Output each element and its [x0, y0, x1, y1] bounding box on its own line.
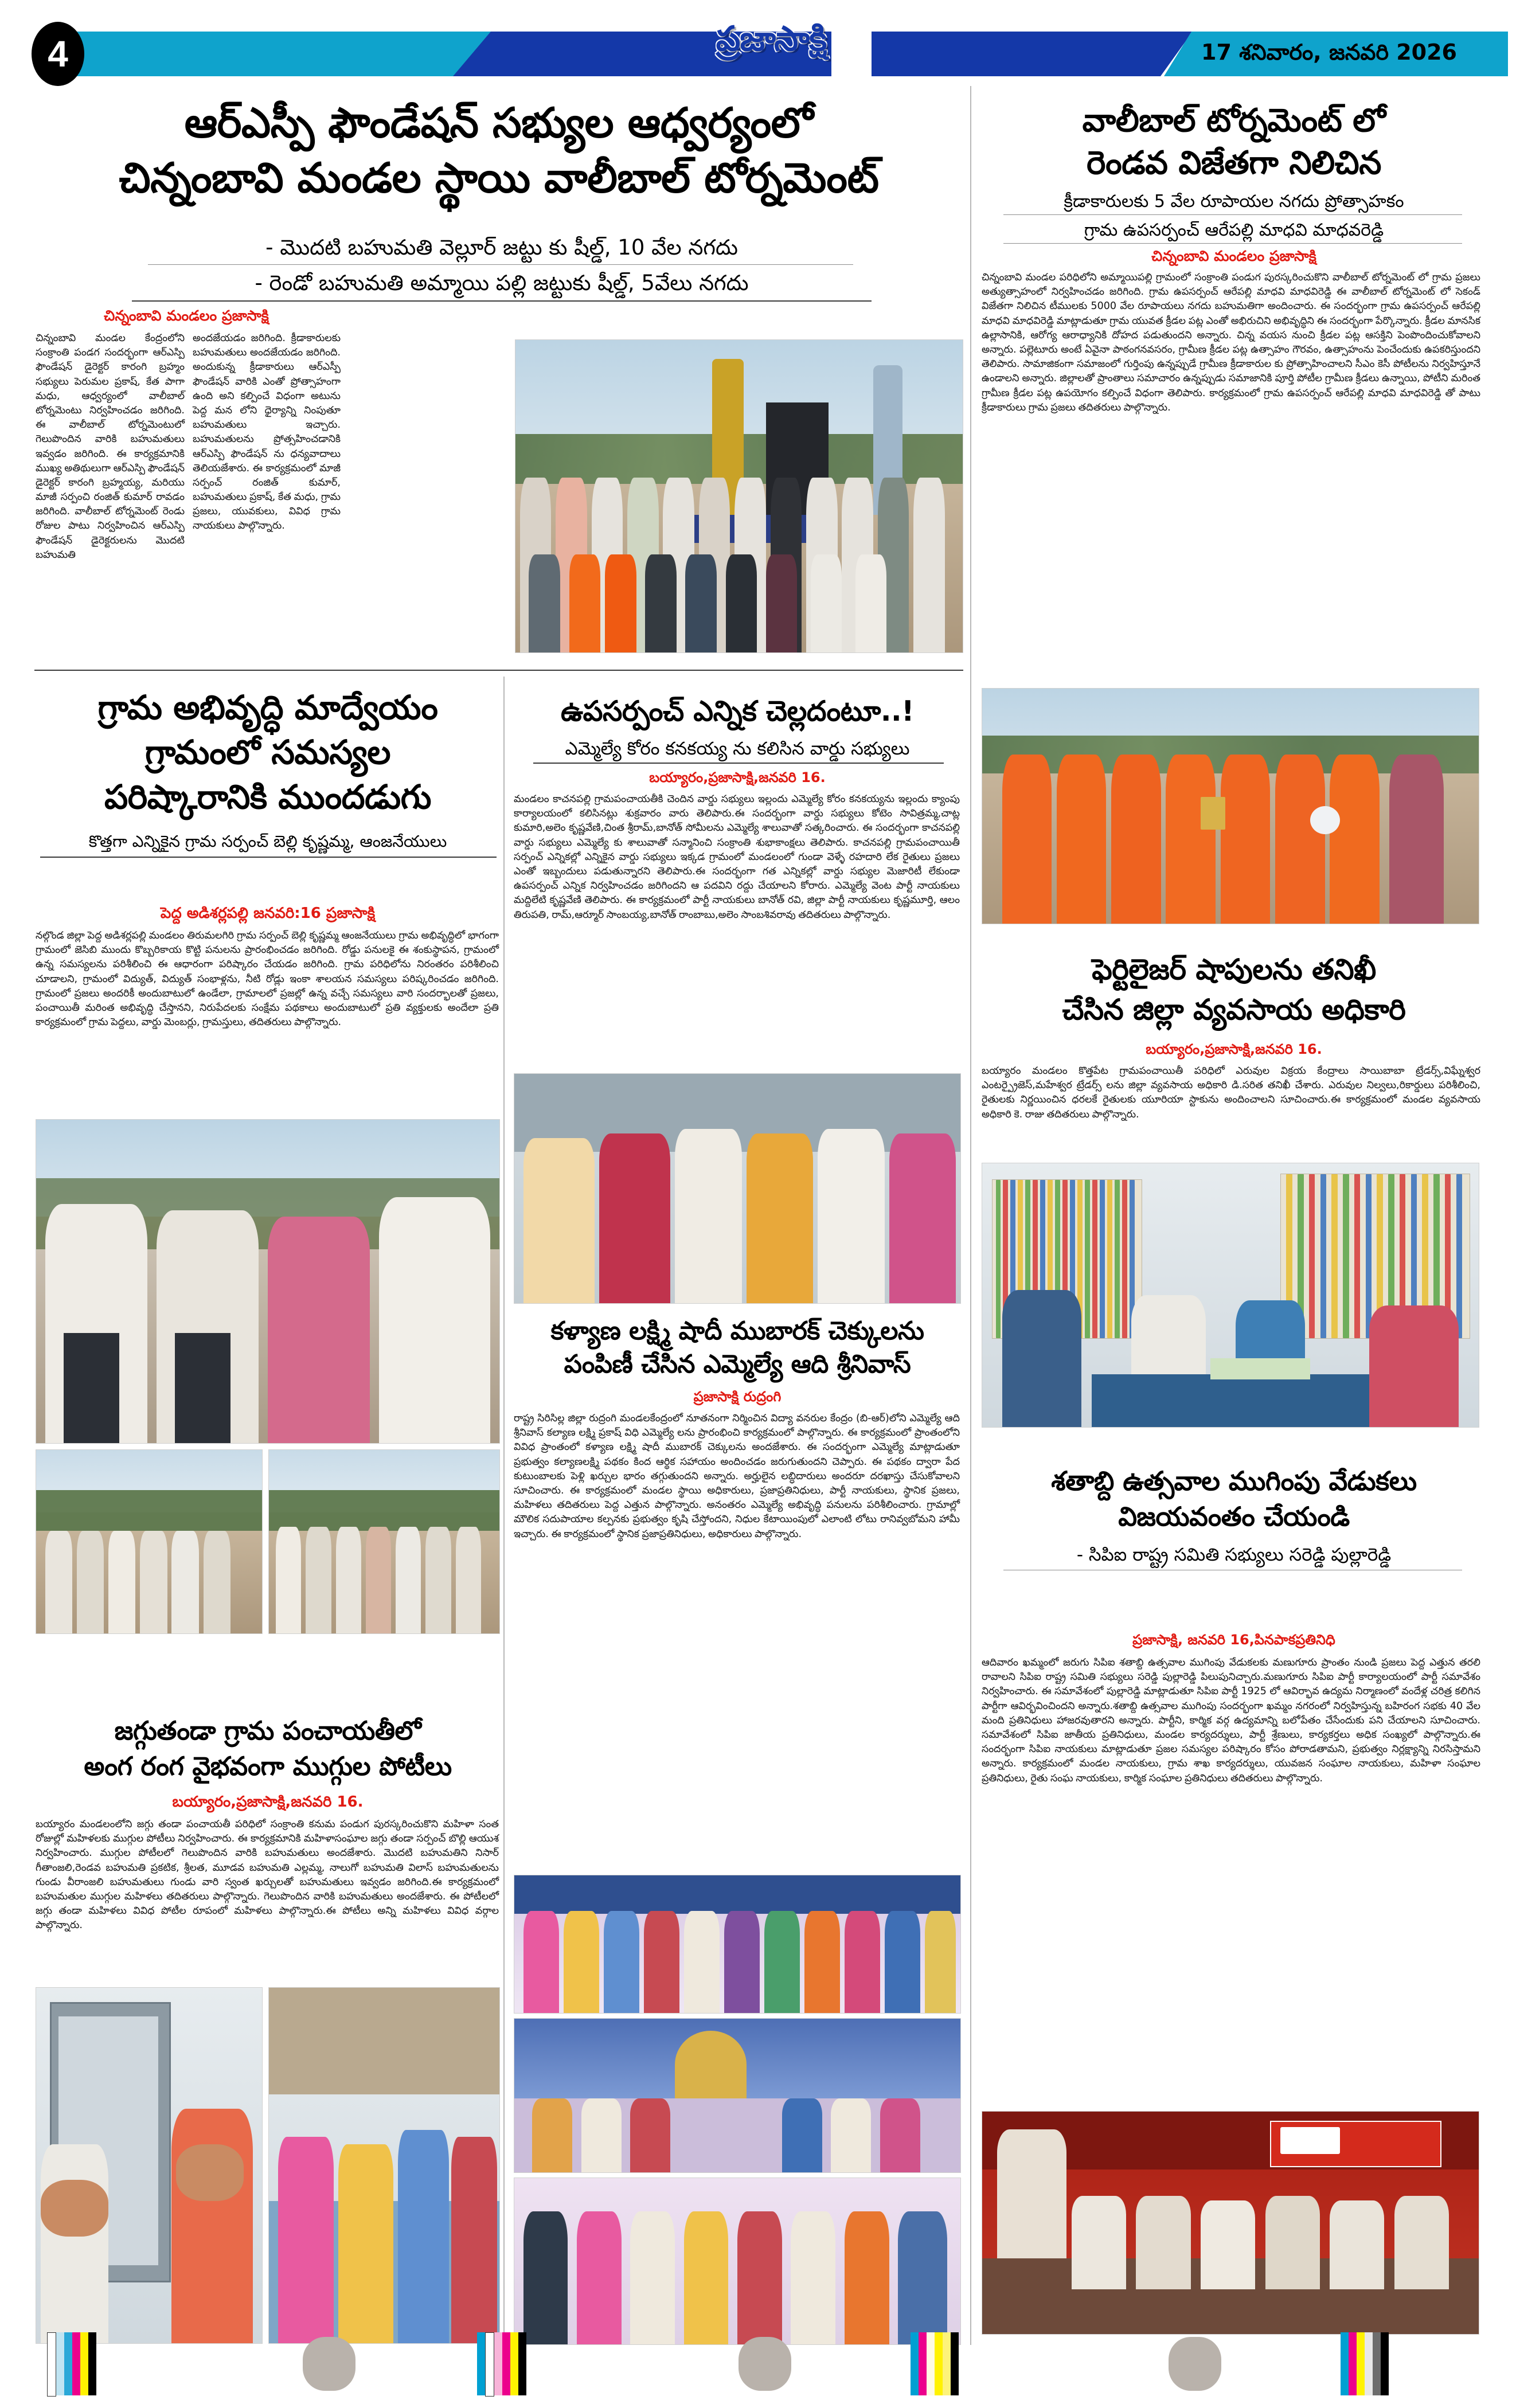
lead-photo-crowd — [515, 478, 963, 652]
village-body: నల్గొండ జిల్లా పెద్ద అడిశర్లపల్లి మండలం తిరుమలగిరి గ్రామ సర్పంచ్ బెల్లి కృష్ణమ్మ ఆంజనేయులు గ్రామ అభివృద్ధిలో భాగంగా గ్రామంలో జెసిబి ముందు కొబ్బరికాయ కొట్టి పనులను ప్రారంభించడం జరిగింది. రోడ్డు పనులకై ఈ శంకుస్థాపన, గ్రామంలో ఉన్న సమస్యలను పరిశీలించి ఈ ఆధారంగా పరిష్కారం చేయడం జరిగింది. గ్రామ పరిధిలోను నిరంతరం పరిశీలించి చూడాలని, గ్రామంలో విద్యుత్, విద్యుత్ సంభాళ్లను, నీటి రోడ్లు ఇంకా శాలయన సమస్యలు పరిష్కరించడం జరిగింది. గ్రామంలో ప్రజలు అందరికీ అందుబాటులో ఉండేలా, గ్రామాలలో ప్రజల్లో ఉన్న వచ్చే సమస్యలు వారి సందర్భాలతో ప్రజలు, పంచాయితీ మరింత అభివృద్ధి చేస్తానని, నిరుపేదలకు సంక్షేమ పథకాలు అందుబాటులో ప్రతి వ్యక్తులకు అందేలా ప్రతి కార్యక్రమంలో గ్రామ పెద్దలు, వార్డు మెంబర్లు, గ్రామస్తులు, తదితరులు పాల్గొన్నారు. — [36, 930, 499, 1029]
mid1-headline: ఉపసర్పంచ్ ఎన్నిక చెల్లదంటూ..! — [561, 695, 914, 728]
lead-photo-volleyball-winners — [515, 339, 963, 653]
right-headline-1: వాలీబాల్ టోర్నమెంట్ లో — [1082, 102, 1386, 139]
mid2-headline-1: కళ్యాణ లక్ష్మి షాదీ ముబారక్ చెక్కులను — [550, 1316, 924, 1346]
bottomleft-byline: బయ్యారం,ప్రజాసాక్షి,జనవరి 16. — [172, 1793, 364, 1811]
village-photo-jcb-2 — [268, 1449, 500, 1634]
page-number: 4 — [32, 22, 84, 86]
right-sub-divider-1 — [1003, 214, 1462, 215]
mid-photo-group-2 — [514, 2018, 961, 2173]
mid-photo-mla-meeting — [514, 1073, 961, 1304]
newspaper-logo: ప్రజాసాక్షి — [716, 19, 827, 59]
registration-dot-2 — [739, 2337, 791, 2391]
bottomleft-photo-1 — [36, 1987, 263, 2344]
right2-byline: బయ్యారం,ప్రజాసాక్షి,జనవరి 16. — [1146, 1041, 1322, 1057]
village-headline-1: గ్రామ అభివృద్ధి మాద్వేయం — [97, 688, 438, 727]
right-photo-cpi-meeting — [982, 2111, 1479, 2335]
village-photo-sarpanch — [36, 1119, 500, 1444]
mid1-byline: బయ్యారం,ప్రజాసాక్షి,జనవరి 16. — [649, 769, 826, 785]
mid-photo-group-1 — [514, 1875, 961, 2014]
registration-swatch-group-2 — [477, 2332, 526, 2395]
right-body: చిన్నంబావి మండల పరిధిలోని అమ్మాయిపల్లి గ్రామంలో సంక్రాంతి పండుగ పురస్కరించుకొని వాలీబాల్ టోర్నమెంట్ లో గ్రామ ప్రజలు అత్యుత్సాహంలో నిర్వహించడం జరిగింది. గ్రామ ఉపసర్పంచ్ ఆరేపల్లి మాధవి మాధవిరెడ్డి ఈ వాలీబాల్ టోర్నమెంట్ లో సెకండ్ విజేతగా నిలిచిన టీములకు 5000 వేల రూపాయలు నగదు బహుమతిగా అందించారు. ఈ సందర్భంగా గ్రామ ఉపసర్పంచ్ ఆరేపల్లి మాధవి మాధవిరెడ్డి మాట్లాడుతూ గ్రామ యువత క్రీడల పట్ల ఎంతో అభిరుచిని అభివృద్ధిని ఈ సందర్భంగా పేర్కొన్నారు. క్రీడల మానసిక ఉల్లాసానికి, ఆరోగ్య ఆరాధ్యానికి దోహద పడుతుందని అన్నారు. చిన్న వయస నుంచి క్రీడల పట్ల ఆసక్తిని పెంపొందించుకోవాలని అన్నారు. పల్లెటూరు అంటే ఏవైనా పాఠంగనవసరం, గ్రామీణ క్రీడల పట్ల ఉత్సాహం గౌరవం, ఉత్సాహంను పెంచేందుకు ఉపకరిస్తుందని తెలిపారు. సామాజికంగా సమాజంలో గుర్తింపు ఉన్నప్పుడే గ్రామీణ క్రీడాకారుల కు ప్రోత్సాహించాలని సీఎం కెసీ పోటీలను నిర్వహిస్తూనే ఉండాలని అన్నారు. జిల్లాలతో ప్రాంతాలు సమాచారం ఉన్నప్పుడు సమాజానికి పూర్తి పోటీల గ్రామీణ క్రీడలు ఉన్నాయి, పోటీని మరింత గ్రామీణ క్రీడల పట్ల ఉపయోగం కల్పించే విధంగా తెలిపారు. కార్యక్రమంలో గ్రామ ఉపసర్పంచ్ ఆరేపల్లి మాధవి మాధవిరెడ్డి తో పాటు క్రీడాకారులు గ్రామ ప్రజలు తదితరులు పాల్గొన్నారు. — [982, 272, 1480, 413]
right3-subhead: - సిపిఐ రాష్ట్ర సమితి సభ్యులు సరెడ్డి పుల్లారెడ్డి — [1076, 1545, 1392, 1565]
lead-byline: చిన్నంబావి మండలం ప్రజాసాక్షి — [104, 307, 269, 324]
column-divider-mid — [503, 677, 505, 2345]
right-photo-fertilizer-shop — [982, 1163, 1479, 1428]
village-subhead: కొత్తగా ఎన్నికైన గ్రామ సర్పంచ్ బెల్లి కృష్ణమ్మ, ఆంజనేయులు — [88, 832, 447, 851]
registration-dot-3 — [1169, 2337, 1221, 2391]
masthead-blue-right — [872, 32, 1193, 76]
mid2-body: రాష్ట్ర సిరిసిల్ల జిల్లా రుద్రంగి మండలకేంద్రంలో నూతనంగా నిర్మించిన విద్యా వనరుల కేంద్రం (బి-ఆర్)లోని ఎమ్మెల్యే ఆది శ్రీనివాస్ కల్యాణ లక్ష్మి ప్రకాష్ విధి ఎమ్మెల్యే లను ప్రారంభించి కార్యక్రమంలో పాల్గొన్నారు. ఈ కార్యక్రమంలో ప్రాంతంలోని వివిధ ప్రాంతంలో కళ్యాణ లక్ష్మి షాదీ ముబారక్ చెక్కులను అందజేశారు. ఈ సందర్భంగా ఎమ్మెల్యే మాట్లాడుతూ ప్రభుత్వం కల్యాణలక్ష్మి పథకం కింద ఆర్థిక సహాయం అందించడం జరుగుతుందని చెప్పారు. ఈ పథకం ద్వారా పేద కుటుంబాలకు పెళ్లి ఖర్చుల భారం తగ్గుతుందని అన్నారు. అర్హులైన లబ్ధిదారులు అందరూ దరఖాస్తు చేసుకోవాలని సూచించారు. ఈ కార్యక్రమంలో మండల స్థాయి అధికారులు, ప్రజాప్రతినిధులు, పార్టీ నాయకులు, స్థానిక ప్రజలు, మహిళలు తదితరులు పెద్ద ఎత్తున పాల్గొన్నారు. అనంతరం ఎమ్మెల్యే అభివృద్ధి పనులను పరిశీలించారు. గ్రామాల్లో మౌలిక సదుపాయాల కల్పనకు ప్రభుత్వం కృషి చేస్తోందని, నిధుల కేటాయింపులో ఎలాంటి లోటు రానివ్వబోమని హామీ ఇచ్చారు. ఈ కార్యక్రమంలో స్థానిక ప్రజాప్రతినిధులు, అధికారులు పాల్గొన్నారు. — [514, 1413, 960, 1540]
right-byline: చిన్నంబావి మండలం ప్రజాసాక్షి — [1151, 248, 1316, 264]
mid2-headline-2: పంపిణీ చేసిన ఎమ్మెల్యే ఆది శ్రీనివాస్ — [564, 1350, 911, 1379]
masthead-date: 17 శనివారం, జనవరి 2026 — [1201, 40, 1457, 65]
village-headline-3: పరిష్కారానికి ముందడుగు — [104, 777, 431, 816]
right3-byline: ప్రజాసాక్షి, జనవరి 16,పినపాకప్రతినిధి — [1132, 1632, 1335, 1648]
registration-strip — [0, 2332, 1516, 2395]
right3-headline-2: విజయవంతం చేయండి — [1118, 1501, 1350, 1532]
lead-body-col1: చిన్నంబావి మండల కేంద్రంలోని సంక్రాంతి పండగ సందర్భంగా ఆర్ఎస్పి ఫౌండేషన్ డైరెక్టర్ కారంగి బ్రహ్మం సభ్యులు పెరుమల ప్రకాష్, కేత పాగా మధు, ఆధ్వర్యంలో వాలీబాల్ టోర్నమెంటు నిర్వహించడం జరిగింది. ఈ వాలీబాల్ టోర్నమెంటులో గెలుపొందిన వారికి బహుమతులు ఇవ్వడం జరిగింది. ఈ కార్యక్రమానికి ముఖ్య అతిథులుగా ఆర్ఎస్పి ఫౌండేషన్ డైరెక్టర్ కారంగి బ్రహ్మయ్య, మరియు మాజీ సర్పంచి రంజిత్ కుమార్ రావడం జరిగింది. వాలీబాల్ టోర్నమెంట్ రెండు రోజుల పాటు నిర్వహించిన ఆర్ఎస్పి ఫౌండేషన్ డైరెక్టరులను మొదటి బహుమతి — [36, 333, 185, 561]
village-sub-divider — [40, 857, 497, 858]
section-rule-top — [34, 670, 963, 671]
mid1-subhead: ఎమ్మెల్యే కోరం కనకయ్య ను కలిసిన వార్డు సభ్యులు — [565, 738, 910, 759]
registration-swatch-group-4 — [1341, 2332, 1389, 2395]
right3-headline-1: శతాబ్ది ఉత్సవాల ముగింపు వేడుకలు — [1051, 1465, 1417, 1496]
bottomleft-headline-1: జగ్గుతండా గ్రామ పంచాయతీలో — [114, 1715, 421, 1746]
right3-body: ఆదివారం ఖమ్మంలో జరుగు సిపిఐ శతాబ్ది ఉత్సవాల ముగింపు వేడుకలకు మణుగూరు ప్రాంతం నుండి ప్రజలు పెద్ద ఎత్తున తరలి రావాలని సిపిఐ రాష్ట్ర సమితి సభ్యులు సరెడ్డి పుల్లారెడ్డి పిలుపునిచ్చారు.మణుగూరు సిపిఐ పార్టీ కార్యాలయంలో పార్టీ సమావేశం నిర్వహించారు. ఈ సమావేశంలో పుల్లారెడ్డి మాట్లాడుతూ సిపిఐ పార్టీ 1925 లో ఆవిర్భావ ఉద్యమ నిర్మాణంలో వందేళ్ల చరిత్ర కలిగిన పార్టీగా ఆవిర్భవించిందని అన్నారు.శతాబ్ది ఉత్సవాల ముగింపు సందర్భంగా ఖమ్మం నగరంలో నిర్వహిస్తున్న బహిరంగ సభకు 40 వేల మంది ప్రతినిధులు హాజరవుతారని అన్నారు. పార్టీని, కార్మిక వర్గ ఉద్యమాన్ని బలోపేతం చేసేందుకు పని చేయాలని సూచించారు. సమావేశంలో సిపిఐ జాతీయ ప్రతినిధులు, మండల కార్యదర్శులు, పార్టీ శ్రేణులు, కార్యకర్తలు అధిక సంఖ్యలో పాల్గొన్నారు.ఈ సందర్భంగా సిపిఐ నాయకులు మాట్లాడుతూ ప్రజల సమస్యల పరిష్కారం కోసం పోరాడతామని, ప్రభుత్వం నిర్లక్ష్యాన్ని నిరసిస్తామని అన్నారు. కార్యక్రమంలో మండల నాయకులు, గ్రామ శాఖ కార్యదర్శులు, యువజన సంఘాల నాయకులు, మహిళా సంఘాల ప్రతినిధులు, రైతు సంఘ నాయకులు, కార్మిక సంఘాల ప్రతినిధులు తదితరులు పాల్గొన్నారు. — [982, 1657, 1480, 1784]
right2-headline-1: ఫెర్టిలైజర్ షాపులను తనిఖీ — [1092, 953, 1376, 986]
lead-headline-2: చిన్నంబావి మండల స్థాయి వాలీబాల్ టోర్నమెంట్ — [119, 154, 879, 202]
registration-swatch-group-3 — [911, 2332, 959, 2395]
right-headline-2: రెండవ విజేతగా నిలిచిన — [1087, 144, 1381, 182]
lead-head-divider — [132, 300, 872, 302]
lead-subhead-2: - రెండో బహుమతి అమ్మాయి పల్లి జట్టుకు షీల్డ్, 5వేలు నగదు — [255, 271, 749, 295]
lead-headline-1: ఆర్ఎస్పీ ఫౌండేషన్ సభ్యుల ఆధ్వర్యంలో — [184, 99, 814, 147]
lead-body-col2: అందజేయడం జరిగింది. క్రీడాకారులకు బహుమతులు అందజేయడం జరిగింది. అందుకున్న క్రీడాకారులు ఆర్ఎస్పీ ఫౌండేషన్ వారికి ఎంతో ప్రోత్సాహంగా ఉంది అని కల్పించే విధంగా అటును పెద్ద మన లోని ధైర్యాన్ని నింపుతూ బహుమతులు ఇచ్చారు. బహుమతులను ప్రోత్సహించడానికి ఆర్ఎస్పి ఫౌండేషన్ ను ధన్యవాదాలు తెలియజేశారు. ఈ కార్యక్రమంలో మాజీ సర్పంచ్ రంజిత్ కుమార్, బహుమతులు ప్రకాష్, కేత మధు, గ్రామ ప్రజలు, యువకులు, వివిధ గ్రామ నాయకులు పాల్గొన్నారు. — [193, 333, 341, 532]
right2-body: బయ్యారం మండలం కొత్తపేట గ్రామపంచాయితీ పరిధిలో ఎరువుల విక్రయ కేంద్రాలు సాయిబాబా ట్రేడర్స్,విఘ్నేశ్వర ఎంటర్ప్రైజెస్,మహేశ్వర ట్రేడర్స్ లను జిల్లా వ్యవసాయ అధికారి డి.సరిత తనిఖీ చేశారు. ఎరువుల నిల్వలు,రికార్డులు పరిశీలించి, రైతులకు నిర్ణయించిన ధరలకే రైతులకు యూరియా స్టాకును అందించాలని సూచించారు.ఈ కార్యక్రమంలో మండల వ్యవసాయ అధికారి కె. రాజు తదితరులు పాల్గొన్నారు. — [982, 1065, 1480, 1120]
village-byline: పెద్ద అడిశర్లపల్లి జనవరి:16 ప్రజాసాక్షి — [160, 905, 376, 922]
registration-dot-1 — [303, 2337, 355, 2391]
village-photo-jcb-1 — [36, 1449, 263, 1634]
right-subhead-1: క్రీడాకారులకు 5 వేల రూపాయల నగదు ప్రోత్సాహకం — [1064, 191, 1404, 212]
column-divider-right — [970, 86, 971, 2345]
village-headline-2: గ్రామంలో సమస్యల — [144, 733, 391, 772]
right-sub-divider-2 — [1003, 243, 1462, 244]
mid-photo-group-3 — [514, 2178, 961, 2345]
right2-headline-2: చేసిన జిల్లా వ్యవసాయ అధికారి — [1062, 993, 1406, 1026]
lead-subhead-1: - మొదటి బహుమతి వెల్లూర్ జట్టు కు షీల్డ్, 10 వేల నగదు — [265, 235, 738, 260]
right-subhead-2: గ్రామ ఉపసర్పంచ్ ఆరేపల్లి మాధవి మాధవరెడ్డి — [1084, 220, 1384, 240]
mid2-byline: ప్రజాసాక్షి రుద్రంగి — [693, 1389, 782, 1405]
bottomleft-body: బయ్యారం మండలంలోని జగ్గు తండా పంచాయతీ పరిధిలో సంక్రాంతి కనుమ పండుగ పురస్కరించుకొని మహిళా సంత రోజుల్లో మహిళలకు ముగ్గుల పోటీలు నిర్వహించారు. ఈ కార్యక్రమానికి మహిళాసంఘాల జగ్గు తండా సర్పంచ్ బొల్లి ఆయుశ నిర్వహించారు. ముగ్గుల పోటీలలో గెలుపొందిన వారికి బహుమతులు అందజేశారు. మొదటి బహుమతిని నిసార్ గీతాంజలి,రెండవ బహుమతి ప్రకటిక, శ్రీలత, మూడవ బహుమతి ఎల్లమ్మ, నాలుగో బహుమతి విలాస్ బహుమతులను గుండు వీరాంజలి బహుమతులు గుండు వారి స్వంత ఖర్చులతో బహుమతులు ఇవ్వడం జరిగింది.ఈ కార్యక్రమంలో బహుమతుల ముగ్గుల మహిళలు తదితరులు పాల్గొన్నారు. గెలుపొందిన వారికి బహుమతులు అందజేశారు. ఈ పోటీలలో జగ్గు తండా మహిళలు వివిధ పోటీల రూపంలో మహిళలు పాల్గొన్నారు.ఈ పోటీలు అన్ని మహిళలు వివిధ వర్గాల పాల్గొన్నారు. — [36, 1819, 499, 1932]
registration-swatch-group-1 — [47, 2332, 96, 2395]
lead-sub-divider — [148, 264, 853, 265]
bottomleft-headline-2: అంగ రంగ వైభవంగా ముగ్గుల పోటీలు — [84, 1751, 452, 1781]
bottomleft-photo-2 — [268, 1987, 500, 2344]
mid1-sub-divider — [533, 763, 944, 764]
mid1-body: మండలం కాచనపల్లి గ్రామపంచాయతీకి చెందిన వార్డు సభ్యులు ఇల్లందు ఎమ్మెల్యే కోరం కనకయ్యను ఇల్లందు క్యాంపు కార్యాలయంలో కలిసినట్లు శుక్రవారం వారు తెలిపారు.ఈ సందర్భంగా వార్డు సభ్యులు కోటెం సావిత్రమ్మ,చాట్ల కుమారి,అలెం కృష్ణవేణి,చింత శ్రీరామ్,బానోత్ సోమీలను ఎమ్మెల్యే శాలువాతో సత్కరించారు. ఈ సందర్భంగా కాచనపల్లి వార్డు సభ్యులు ఎమ్మెల్యే కు శాలువాతో సన్మానించి సంక్రాంతి శుభాకాంక్షలు తెలిపారు. కాచనపల్లి గ్రామపంచాయితీ సర్పంచ్ ఎన్నికల్లో ఎన్నికైన వార్డు సభ్యులు ఇక్కడ గ్రామంలో మండలంలో గుండా వెళ్ళే రహదారి లేక రైతులు ప్రజలు ఎంతో ఇబ్బందులు పడుతున్నారని తెలిపారు.ఈ సందర్భంగా గత ఎన్నికల్లో వార్డు సభ్యుల మెజారిటీ లేకుండా ఉపసర్పంచ్ ఎన్నిక నిర్వహించడం జరిగిందని ఆ పదవిని రద్దు చేయాలని కోరారు. ఎమ్మెల్యే వెంట పార్టీ నాయకులు మద్దిలేటి కృష్ణవేణి తెలిపారు. ఈ కార్యక్రమంలో పార్టీ నాయకులు బానోత్ రవి, జిల్లా పార్టీ నాయకులు కృష్ణమూర్తి, ఆలం తిరుపతి, రామ్,ఆర్మూర్ సాంబయ్య,బానోత్ రాంబాబు,అలెం సాంబశివరావు తదితరులు పాల్గొన్నారు. — [514, 793, 960, 921]
masthead-cyan-left — [52, 32, 516, 76]
right-photo-volleyball-team — [982, 688, 1479, 924]
